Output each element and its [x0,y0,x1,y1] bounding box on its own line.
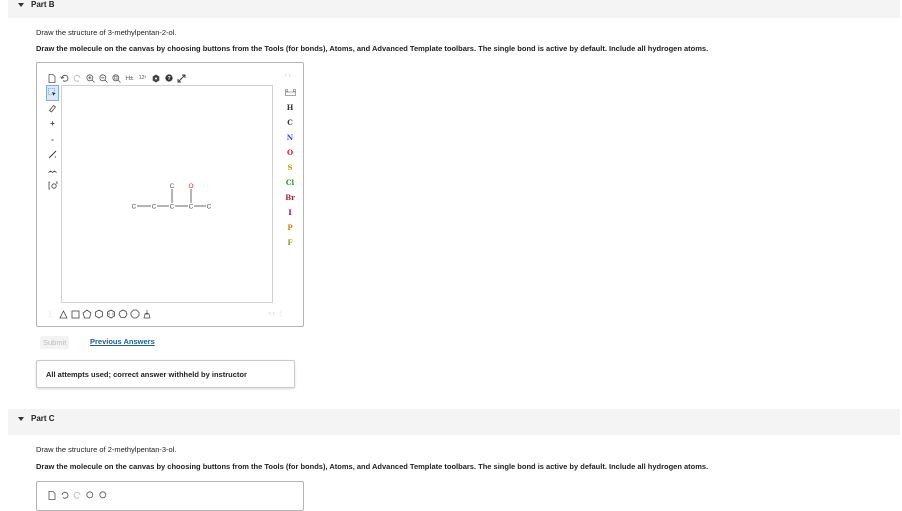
toggle-hydrogens-button[interactable]: H± [125,74,134,82]
hexagon-template-icon[interactable] [93,307,105,321]
part-c-title: Part C [31,414,55,423]
select-tool-icon[interactable] [46,85,59,101]
bottom-right-scroll-hint: ‹ › ⋮ [269,311,284,317]
top-scroll-hint: ‹ › [285,73,291,79]
atom-numbering-button[interactable]: 12³ [138,75,147,81]
help-icon[interactable] [162,71,175,85]
eraser-icon[interactable] [46,101,59,117]
left-toolbar [46,85,60,194]
heptagon-template-icon[interactable] [117,307,129,321]
submit-button[interactable]: Submit [40,336,69,349]
template-bracket-icon[interactable] [46,178,59,194]
redo-icon[interactable] [71,71,84,85]
atom-c-5[interactable]: C [206,203,212,211]
fullscreen-icon[interactable] [175,71,188,85]
charge-plus-button[interactable]: + [50,119,55,129]
undo-icon[interactable] [58,488,71,502]
part-b-prompt: Draw the structure of 3-methylpentan-2-ol. [36,28,177,37]
zoom-fit-icon[interactable] [110,71,123,85]
atom-cl-button[interactable]: Cl [285,178,295,187]
info-icon[interactable] [149,71,162,85]
molecule-sketcher-part-c [36,481,304,511]
part-c-prompt: Draw the structure of 2-methylpentan-3-ol. [36,445,177,454]
feedback-text: All attempts used; correct answer withheld by instructor [46,369,247,379]
zoom-out-icon[interactable] [97,488,110,502]
triangle-template-icon[interactable] [57,307,69,321]
part-b-instruction: Draw the molecule on the canvas by choosing buttons from the Tools (for bonds), Atoms, and Advanced Template toolbars. The single bond is active by default. Include all hydrogen atoms. [36,44,709,53]
atom-c-6[interactable]: C [169,183,175,190]
previous-answers-link[interactable]: Previous Answers [90,337,155,346]
undo-icon[interactable] [58,71,71,85]
redo-icon[interactable] [71,488,84,502]
atom-c-2[interactable]: C [151,203,157,211]
atom-p-button[interactable]: P [287,223,293,232]
single-bond-icon[interactable] [46,147,59,163]
molecule-sketcher [36,62,304,327]
new-document-icon[interactable] [45,488,58,502]
top-toolbar [45,71,188,85]
drawing-canvas[interactable] [61,85,273,303]
pentagon-template-icon[interactable] [81,307,93,321]
octagon-template-icon[interactable] [129,307,141,321]
chain-tool-icon[interactable] [46,163,59,179]
bottom-left-scroll-hint: ⋮ [47,311,53,318]
zoom-out-icon[interactable] [97,71,110,85]
part-b-header[interactable] [8,0,900,18]
atom-s-button[interactable]: S [287,163,293,172]
custom-template-icon[interactable] [141,307,153,321]
atom-n-button[interactable]: N [286,133,294,142]
atom-c-button[interactable]: C [287,118,293,127]
atom-o-button[interactable]: O [286,148,294,157]
collapse-caret-icon[interactable] [18,3,24,7]
atom-f-button[interactable]: F [287,238,293,247]
collapse-caret-icon[interactable] [18,417,24,421]
zoom-in-icon[interactable] [84,71,97,85]
part-c-instruction: Draw the molecule on the canvas by choosing buttons from the Tools (for bonds), Atoms, and Advanced Template toolbars. The single bond is active by default. Include all hydrogen atoms. [36,462,709,471]
zoom-in-icon[interactable] [84,488,97,502]
part-b-title: Part B [31,0,55,9]
atom-c-4[interactable]: C [188,203,194,211]
atom-i-button[interactable]: I [288,208,292,217]
atom-h-button[interactable]: H [286,103,294,112]
atom-br-button[interactable]: Br [285,193,295,202]
new-document-icon[interactable] [45,71,58,85]
charge-minus-button[interactable]: - [51,134,54,144]
square-template-icon[interactable] [69,307,81,321]
feedback-message [36,360,295,388]
atom-c-3[interactable]: C [169,203,175,211]
top-toolbar [45,488,110,502]
atom-o-1[interactable]: O [188,183,194,190]
periodic-table-icon[interactable] [281,85,299,100]
template-toolbar [47,307,153,321]
atoms-toolbar [280,85,300,250]
svg-text:?: ? [166,76,171,82]
benzene-template-icon[interactable] [105,307,117,321]
part-c-header[interactable] [8,409,900,435]
atom-c-1[interactable]: C [131,203,137,211]
